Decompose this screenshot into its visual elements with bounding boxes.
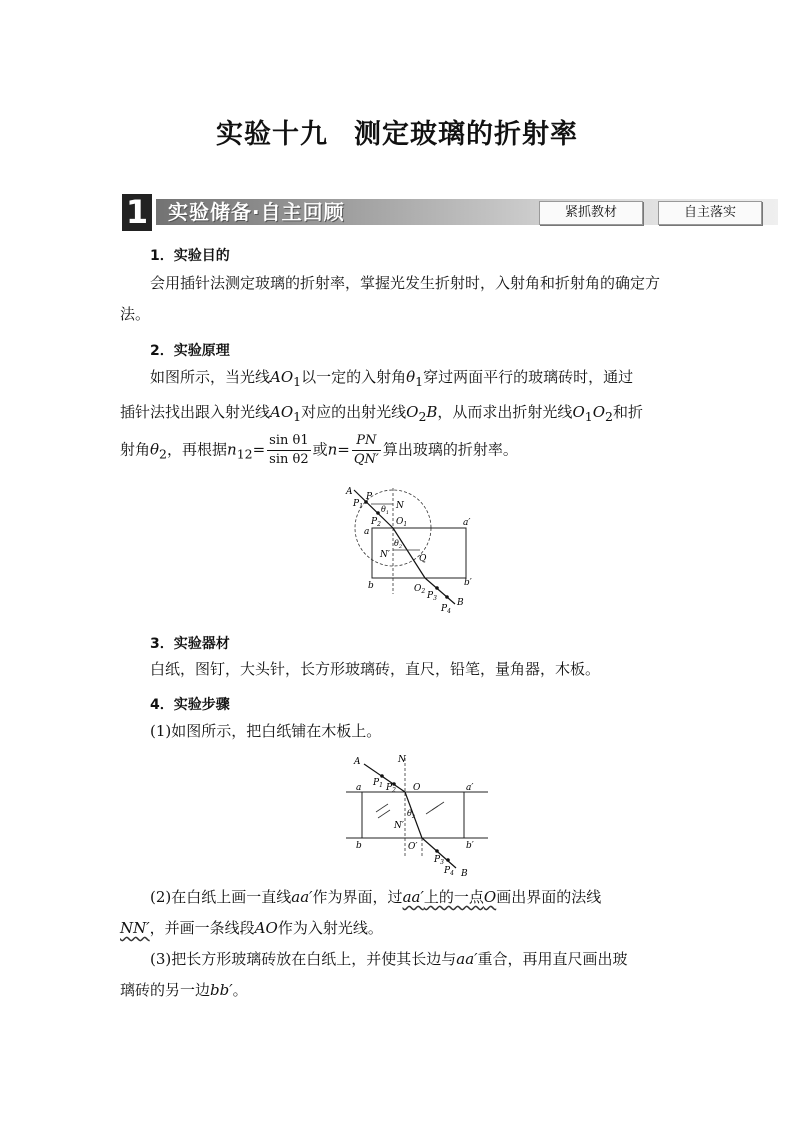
title-part2: 测定玻璃的折射率 [354, 119, 578, 150]
heading-equipment: 3．实验器材 [150, 636, 230, 652]
label-P3: $P_3$ [427, 591, 437, 602]
principle-text: 如图所示，当光线$AO_1$以一定的入射角$\theta_1$穿过两面平行的玻璃砖时，通过 插针法找出跟入射光线$AO_1$对应的出射光线$O_2B$，从而求出折射光线$O_1O_2$和折 射角$\theta_2$，再根据$n_{12}=$ $\frac{\text{sin θ1}}{\text{sin θ2}}$ 或n= $\frac{PN}{QN'}$ 算出玻璃的折射率。 [120, 368, 643, 467]
label-P4: $P_4$ [444, 866, 454, 877]
label-P4: $P_4$ [441, 604, 451, 615]
label-a-prime: a′ [466, 783, 474, 793]
heading-principle: 2．实验原理 [150, 343, 230, 359]
label-P2: $P_2$ [371, 517, 381, 528]
label-O1: $O_1$ [396, 517, 408, 528]
label-theta1: $\theta_1$ [381, 505, 390, 516]
label-a: a [356, 783, 362, 793]
label-O2: $O_2$ [414, 584, 426, 595]
label-O: O [413, 783, 421, 793]
label-P1: $P_1$ [373, 778, 383, 789]
label-N-prime: N′ [394, 821, 404, 831]
label-theta2: $\theta_2$ [394, 539, 403, 550]
label-P1: $P_1$ [353, 499, 363, 510]
banner-title: 实验储备·自主回顾 [168, 200, 345, 224]
title-part1: 实验十九 [216, 119, 328, 150]
label-B: B [461, 869, 468, 879]
label-a-prime: a′ [463, 518, 471, 528]
grasp-textbook-button[interactable]: 紧抓教材 [539, 201, 643, 225]
label-a: a [364, 527, 370, 537]
self-implement-button[interactable]: 自主落实 [658, 201, 762, 225]
refraction-diagram-1 [340, 482, 490, 622]
label-N: N [396, 501, 404, 511]
label-B: B [457, 598, 464, 608]
fraction-length: $\frac{PN}{QN'}$ [353, 433, 379, 467]
label-b-prime: b′ [464, 578, 472, 588]
label-N-prime: N′ [380, 550, 390, 560]
label-O-prime: O′ [408, 842, 418, 852]
step-3: (3)把长方形玻璃砖放在白纸上，并使其长边与aa′重合，再用直尺画出玻 璃砖的另一边bb′。 [120, 950, 628, 999]
label-Q: Q [419, 554, 427, 564]
label-A: A [354, 757, 361, 767]
equipment-text: 白纸，图钉，大头针，长方形玻璃砖，直尺，铅笔，量角器，木板。 [150, 660, 601, 678]
label-b-prime: b′ [466, 841, 474, 851]
heading-purpose: 1．实验目的 [150, 248, 230, 264]
label-P2: $P_2$ [386, 783, 396, 794]
label-N: N [398, 755, 406, 765]
fraction-sine: $\frac{\text{sin θ1}}{\text{sin θ2}}$ [269, 433, 309, 467]
page-title [0, 112, 794, 151]
heading-steps: 4．实验步骤 [150, 697, 230, 713]
label-A: A [346, 487, 353, 497]
step-1: (1)如图所示，把白纸铺在木板上。 [150, 722, 382, 740]
label-b: b [356, 841, 362, 851]
section-banner [122, 194, 778, 231]
step-2: (2)在白纸上画一直线aa′作为界面，过aa′上的一点O画出界面的法线 NN′，并画一条线段AO作为入射光线。 [120, 888, 602, 937]
banner-number: 1 [122, 194, 156, 231]
label-b: b [368, 581, 374, 591]
refraction-diagram-2 [340, 752, 490, 880]
label-P: P [366, 492, 373, 502]
label-theta2: $\theta_2$ [407, 809, 416, 820]
label-P3: $P_3$ [434, 855, 444, 866]
purpose-text: 会用插针法测定玻璃的折射率，掌握光发生折射时，入射角和折射角的确定方法。 [120, 274, 661, 323]
